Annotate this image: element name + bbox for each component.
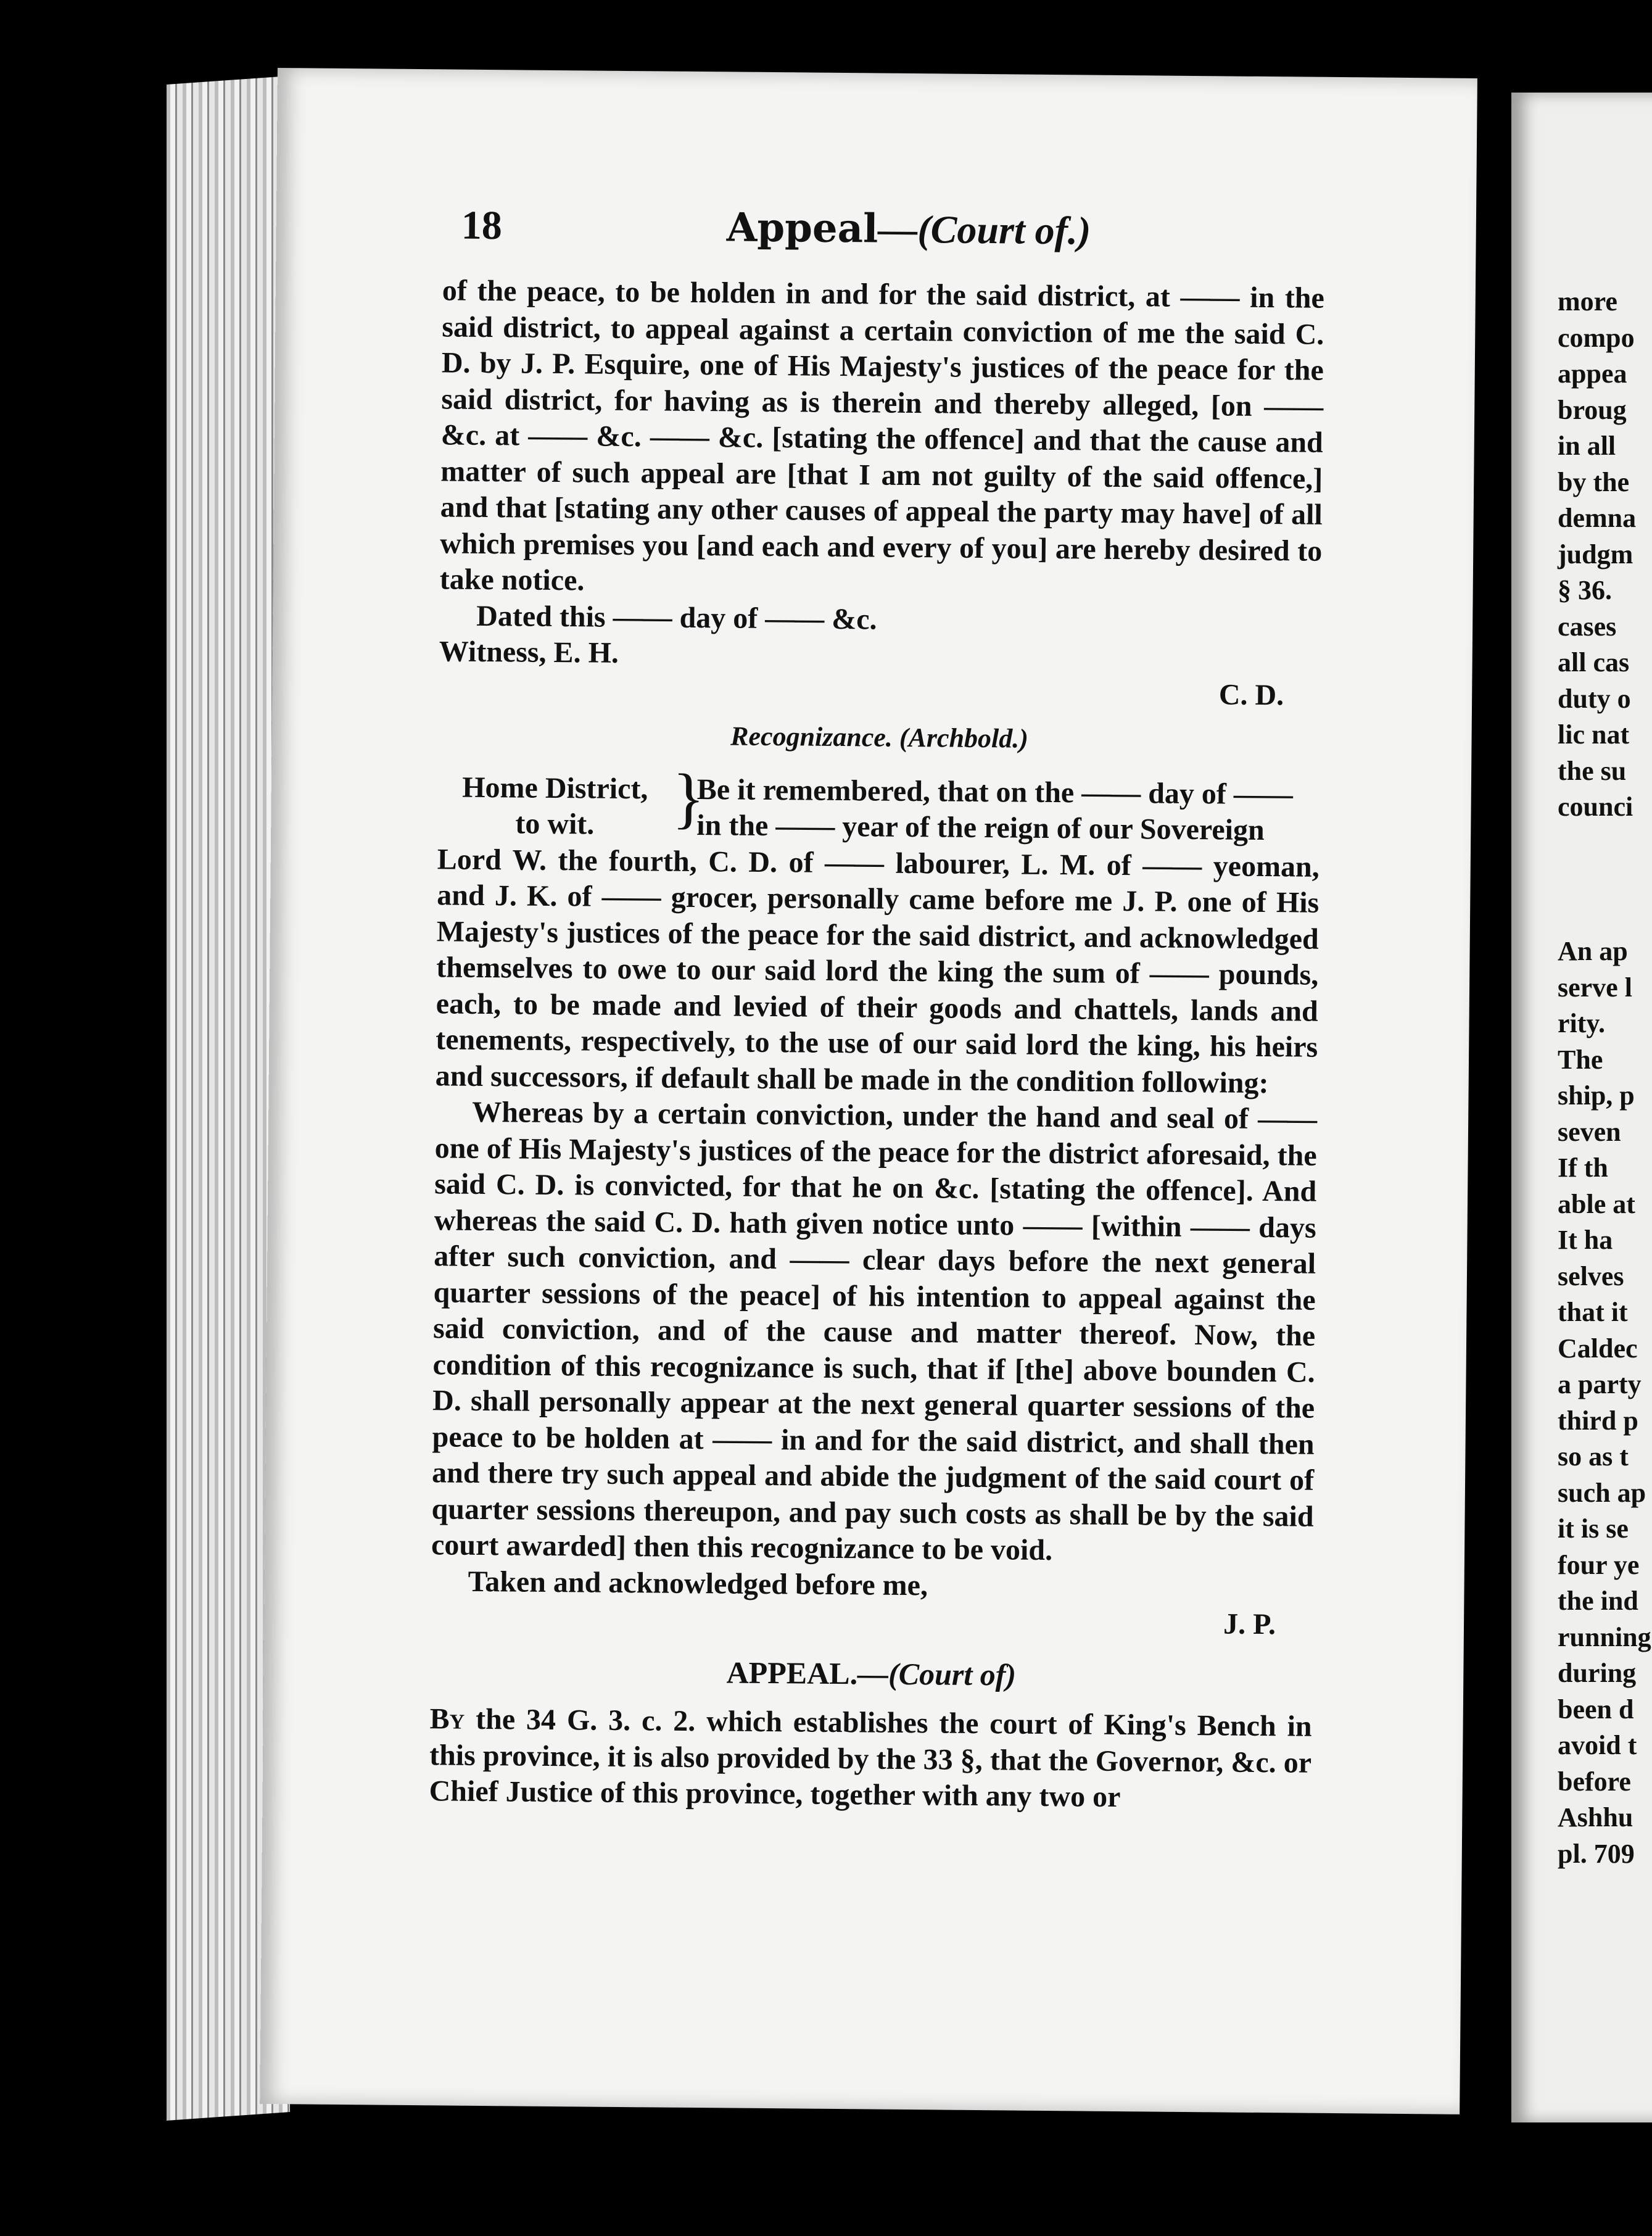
facing-line: § 36. [1558, 575, 1612, 605]
book-page [260, 68, 1477, 2114]
page-body [429, 273, 1324, 1817]
appeal-body: the 34 G. 3. c. 2. which establishes the court of King's Bench in this province, it is also provided by the 33 §, that the Governor, &c. or Chief Justice of this province, together with any two or [429, 1702, 1312, 1814]
facing-line: avoid t [1558, 1730, 1637, 1760]
notice-signature: C. D. [1218, 677, 1284, 711]
running-head-title: Appeal [726, 204, 878, 252]
brace-glyph: } [672, 760, 706, 835]
facing-line: the su [1558, 755, 1627, 786]
facing-line: pl. 709 [1558, 1838, 1635, 1869]
facing-line: during [1558, 1658, 1637, 1688]
facing-line: seven [1558, 1116, 1621, 1147]
facing-line: An ap [1558, 936, 1628, 966]
notice-witness-row [439, 634, 1321, 677]
running-head [726, 204, 1091, 254]
facing-page-text [1558, 284, 1652, 1872]
notice-text: of the peace, to be holden in and for the said district, at —— in the said district, to appeal against a certain conviction of me the said C. D. by J. P. Esquire, one of His Majesty's justices of the peace for the said district, for having as is therein and thereby alleged, [on —— &c. at —— &c. —— &c. [stating the offence] and that the cause and matter of such appeal are [that I am not guilty of the said offence,] and that [stating any other causes of appeal the party may have] of all which premises you [and each and every of you] are hereby desired to take notice. [439, 274, 1325, 597]
facing-line: third p [1558, 1405, 1638, 1436]
facing-line: broug [1558, 394, 1627, 425]
facing-line: the ind [1558, 1586, 1638, 1616]
recognizance-heading: Recognizance. (Archbold.) [730, 721, 1029, 754]
facing-line: more [1558, 286, 1617, 317]
facing-line: so as t [1558, 1441, 1629, 1472]
recognizance-signature: J. P. [1223, 1607, 1276, 1641]
appeal-text [429, 1701, 1311, 1817]
facing-line: cases [1558, 611, 1617, 642]
facing-line: able at [1558, 1188, 1635, 1219]
facing-line: by the [1558, 466, 1630, 497]
venue-block [437, 769, 672, 843]
facing-line: lic nat [1558, 719, 1630, 750]
facing-line: Caldec [1558, 1333, 1638, 1364]
facing-line: ship, p [1558, 1080, 1635, 1111]
notice-dated: Dated this —— day of —— &c. [476, 599, 877, 636]
venue-district: Home District, [461, 771, 648, 805]
facing-line: appea [1558, 358, 1627, 389]
facing-line: selves [1558, 1261, 1624, 1291]
facing-line: such ap [1558, 1477, 1646, 1508]
recognizance-opening [437, 760, 1320, 849]
facing-line: Ashhu [1558, 1802, 1633, 1832]
facing-line: a party [1558, 1369, 1642, 1399]
facing-line [1558, 826, 1652, 862]
page-number: 18 [461, 202, 503, 249]
facing-line [1558, 898, 1652, 934]
facing-line: The [1558, 1044, 1603, 1075]
venue-to-wit: to wit. [515, 806, 595, 841]
facing-line: It ha [1558, 1225, 1613, 1255]
facing-line: demna [1558, 503, 1637, 533]
facing-line: duty o [1558, 683, 1631, 714]
facing-line: that it [1558, 1297, 1628, 1327]
notice-witness: Witness, E. H. [439, 635, 619, 669]
facing-line: it is se [1558, 1513, 1629, 1544]
appeal-heading [430, 1652, 1312, 1696]
facing-line: judgm [1558, 539, 1633, 569]
recognizance-taken: Taken and acknowledged before me, [468, 1565, 928, 1602]
appeal-lead: By [429, 1702, 465, 1736]
facing-line: in all [1558, 431, 1616, 461]
running-head-subtitle: —(Court of.) [878, 207, 1091, 253]
facing-line: before [1558, 1766, 1631, 1797]
recognizance-body: Lord W. the fourth, C. D. of —— labourer, L. M. of —— yeoman, and J. K. of —— grocer, personally came before me J. P. one of His Majesty's justices of the peace for the said district, and acknowledged themselves to owe to our said lord the king the sum of —— pounds, each, to be made and levied of their goods and chattels, lands and tenements, respectively, to the use of our said lord the king, his heirs and successors, if default shall be made in the condition following: [435, 842, 1320, 1099]
facing-line: compo [1558, 322, 1635, 353]
appeal-heading-title: APPEAL. [726, 1654, 858, 1691]
recognizance-first-part: Be it remembered, that on the —— day of —— in the —— year of the reign of our Sovereign [696, 772, 1294, 847]
facing-line: been d [1558, 1694, 1634, 1725]
appeal-heading-subtitle: —(Court of) [857, 1655, 1017, 1692]
facing-line: serve l [1558, 972, 1632, 1003]
facing-line: rity. [1558, 1008, 1605, 1038]
facing-line: counci [1558, 792, 1633, 822]
facing-line: four ye [1558, 1549, 1640, 1580]
facing-line [1558, 861, 1652, 898]
facing-line: all cas [1558, 647, 1630, 677]
facing-line: running [1558, 1621, 1651, 1652]
facing-line: If th [1558, 1153, 1608, 1183]
recognizance-whereas: Whereas by a certain conviction, under the hand and seal of —— one of His Majesty's justices of the peace for the district aforesaid, the said C. D. is convicted, for that he on &c. [stating the offence]. And whereas the said C. D. hath given notice unto —— [within —— days after such conviction, and —— clear days before the next general quarter sessions of the peace] of his intention to appeal against the said conviction, and of the cause and matter thereof. Now, the condition of this recognizance is such, that if [the] above bounden C. D. shall personally appear at the next general quarter sessions of the peace to be holden at —— in and for the said district, and shall then and there try such appeal and abide the judgment of the said court of quarter sessions thereupon, and pay such costs as shall be by the said court awarded] then this recognizance to be void. [431, 1095, 1318, 1567]
